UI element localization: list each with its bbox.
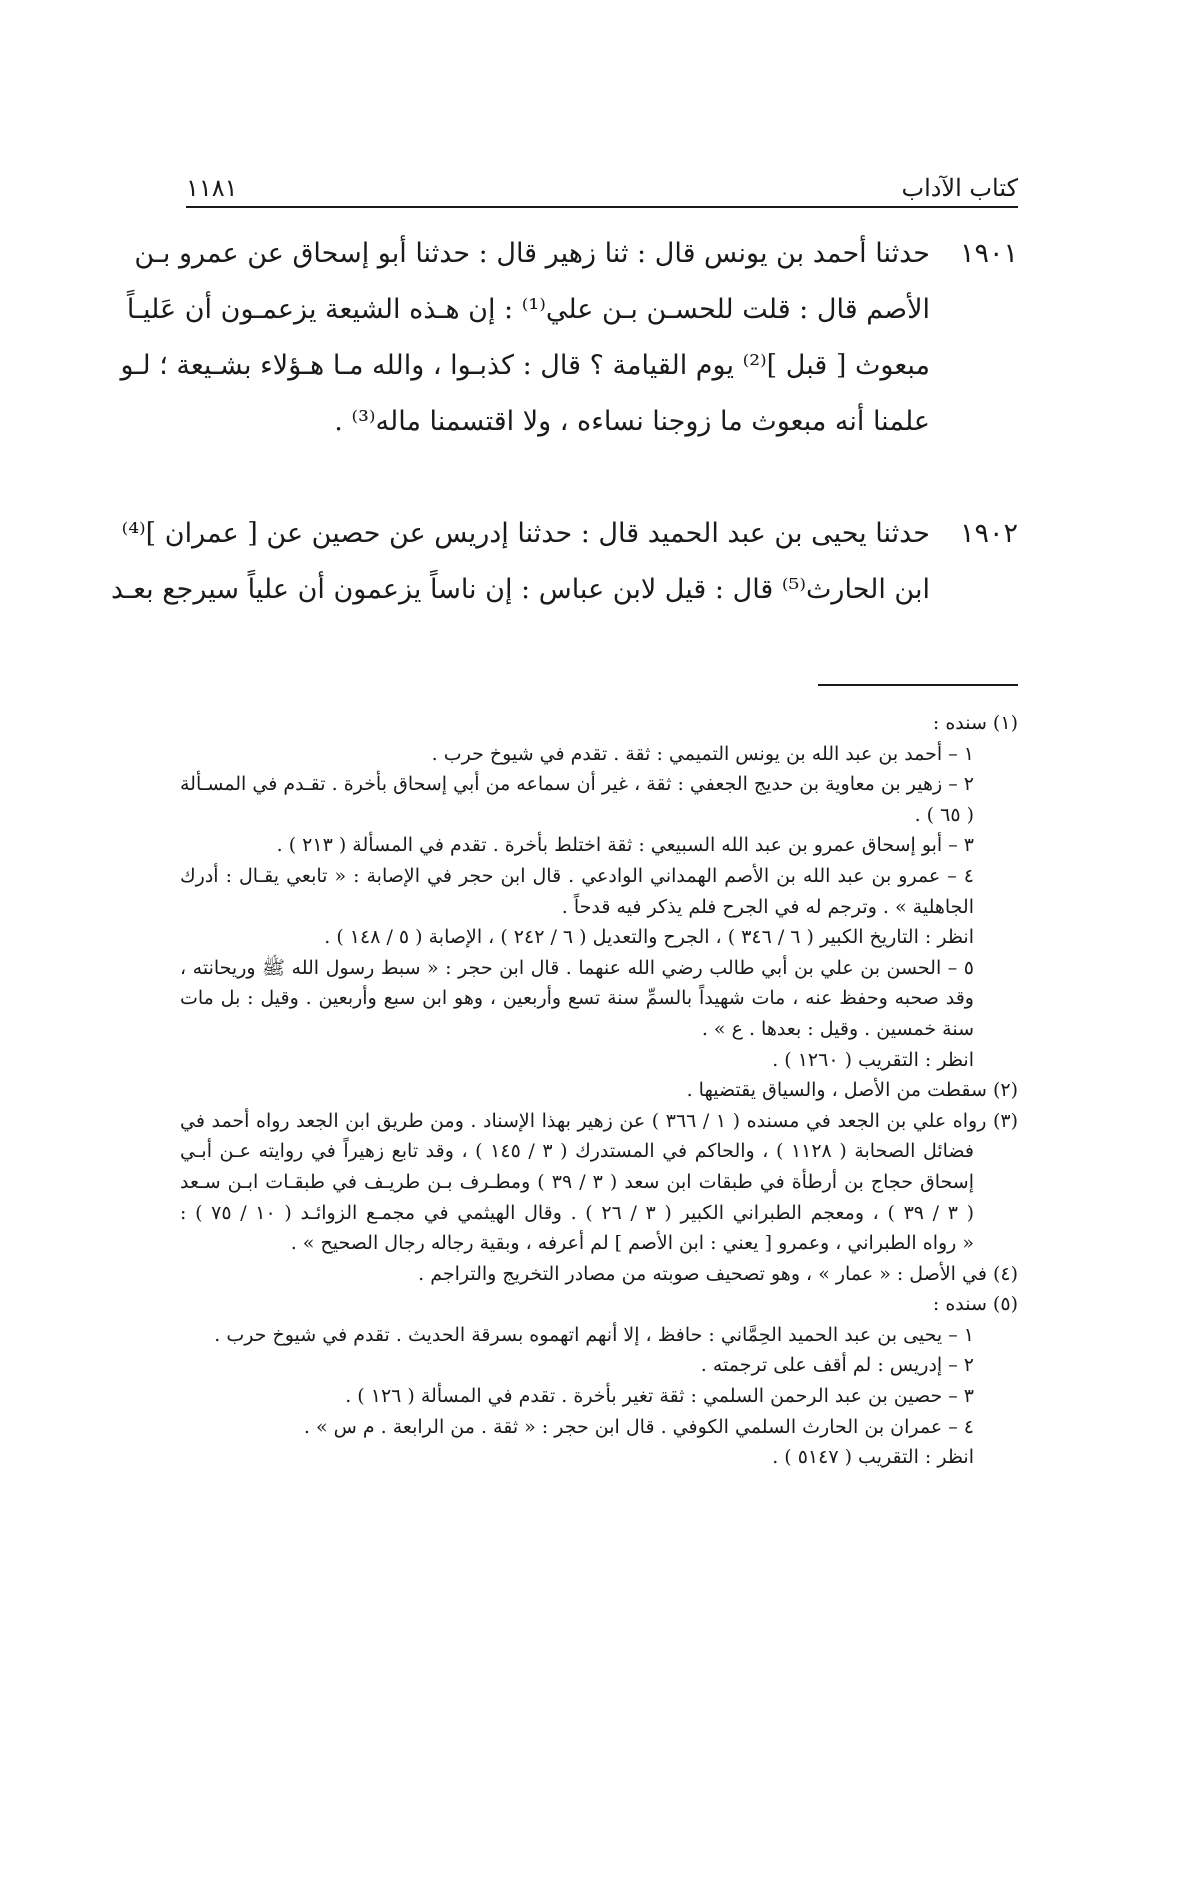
hadith-text: ابن الحارث⁽⁵⁾ قال : قيل لابن عباس : إن ناساً يزعمون أن علياً سيرجع بعـد [111, 574, 930, 605]
hadith-1901 [120, 226, 1018, 450]
footnote-line: (١) سنده : [932, 712, 1018, 734]
footnote-line: انظر : التاريخ الكبير ( ٦ / ٣٤٦ ) ، الجرح والتعديل ( ٦ / ٢٤٢ ) ، الإصابة ( ٥ / ١٤٨ ) . [324, 926, 974, 949]
footnote-line: ٤ – عمران بن الحارث السلمي الكوفي . قال ابن حجر : « ثقة . من الرابعة . م س » . [303, 1415, 974, 1438]
hadith-number: ١٩٠٢ [959, 518, 1018, 549]
footnote-line: ٥ – الحسن بن علي بن أبي طالب رضي الله عنهما . قال ابن حجر : « سبط رسول الله ﷺ وريحانته ، [180, 956, 974, 979]
footnotes [180, 708, 1018, 1473]
page-header [186, 168, 1018, 208]
hadith-text: علمنا أنه مبعوث ما زوجنا نساءه ، ولا اقتسمنا ماله⁽³⁾ . [334, 406, 930, 437]
hadith-line [134, 226, 1018, 282]
hadith-text: حدثنا يحيى بن عبد الحميد قال : حدثنا إدريس عن حصين عن [ عمران ]⁽⁴⁾ [121, 518, 930, 549]
footnote-line: ٢ – إدريس : لم أقف على ترجمته . [700, 1354, 974, 1377]
footnote-line: ١ – يحيى بن عبد الحميد الحِمَّاني : حافظ ، إلا أنهم اتهموه بسرقة الحديث . تقدم في شيوخ حرب . [214, 1323, 974, 1346]
footnote-line: ٣ – حصين بن عبد الرحمن السلمي : ثقة تغير بأخرة . تقدم في المسألة ( ١٢٦ ) . [345, 1385, 974, 1408]
hadith-text: مبعوث [ قبل ]⁽²⁾ يوم القيامة ؟ قال : كذبـوا ، والله مـا هـؤلاء بشـيعة ؛ لـو [120, 350, 930, 381]
footnote-line: ١ – أحمد بن عبد الله بن يونس التميمي : ثقة . تقدم في شيوخ حرب . [431, 742, 974, 765]
footnote-line: إسحاق حجاج بن أرطأة في طبقات ابن سعد ( ٣ / ٣٩ ) ومطـرف بـن طريـف في طبقـات ابـن سـعد [180, 1170, 974, 1193]
footnote-line: وقد صحبه وحفظ عنه ، مات شهيداً بالسمِّ سنة تسع وأربعين ، وهو ابن سبع وأربعين . وقيل : بل مات [180, 987, 974, 1010]
hadith-text: الأصم قال : قلت للحسـن بـن علي⁽¹⁾ : إن هـذه الشيعة يزعمـون أن عَليـاً [126, 294, 930, 325]
hadith-line [121, 506, 1018, 562]
footnote-line: ٣ – أبو إسحاق عمرو بن عبد الله السبيعي : ثقة اختلط بأخرة . تقدم في المسألة ( ٢١٣ ) . [276, 834, 974, 857]
footnote-line: سنة خمسين . وقيل : بعدها . ع » . [701, 1017, 974, 1040]
hadith-1902 [111, 506, 1018, 618]
footnote-line: فضائل الصحابة ( ١١٢٨ ) ، والحاكم في المستدرك ( ٣ / ١٤٥ ) ، وقد تابع زهيراً في روايته عـن أبـي [180, 1140, 974, 1163]
footnote-line: انظر : التقريب ( ١٢٦٠ ) . [772, 1048, 974, 1071]
hadith-line [111, 562, 1018, 618]
footnote-line: (٥) سنده : [932, 1293, 1018, 1316]
footnote-line: الجاهلية » . وترجم له في الجرح فلم يذكر فيه قدحاً . [561, 895, 974, 918]
hadith-line [126, 282, 1018, 338]
hadith-line [120, 338, 1018, 394]
book-title: كتاب الآداب [901, 174, 1018, 202]
footnote-line: (٤) في الأصل : « عمار » ، وهو تصحيف صوبته من مصادر التخريج والتراجم . [418, 1262, 1018, 1285]
footnote-line: ( ٦٥ ) . [914, 803, 974, 826]
footnote-line: ( ٣ / ٣٩ ) ، ومعجم الطبراني الكبير ( ٣ / ٢٦ ) . وقال الهيثمي في مجمـع الزوائـد ( ١٠ / ٧٥ ) : [180, 1201, 975, 1224]
footnote-line: انظر : التقريب ( ٥١٤٧ ) . [772, 1446, 974, 1469]
footnote-line: (٢) سقطت من الأصل ، والسياق يقتضيها . [686, 1079, 1018, 1102]
footnote-line: « رواه الطبراني ، وعمرو [ يعني : ابن الأصم ] لم أعرفه ، وبقية رجاله رجال الصحيح » . [290, 1232, 974, 1255]
hadith-text: حدثنا أحمد بن يونس قال : ثنا زهير قال : حدثنا أبو إسحاق عن عمرو بـن [134, 238, 930, 269]
footnote-separator [818, 684, 1018, 686]
footnote-line: ٤ – عمرو بن عبد الله بن الأصم الهمداني الوادعي . قال ابن حجر في الإصابة : « تابعي يقـال : أدرك [180, 864, 974, 887]
footnote-line: (٣) رواه علي بن الجعد في مسنده ( ١ / ٣٦٦ ) عن زهير بهذا الإسناد . ومن طريق ابن الجعد رواه أحمد في [180, 1109, 1018, 1132]
hadith-number: ١٩٠١ [959, 238, 1018, 269]
hadith-line [186, 394, 1018, 450]
page-number: ١١٨١ [186, 174, 238, 202]
footnote-line: ٢ – زهير بن معاوية بن حديج الجعفي : ثقة ، غير أن سماعه من أبي إسحاق بأخرة . تقـدم في المسـألة [180, 773, 974, 796]
